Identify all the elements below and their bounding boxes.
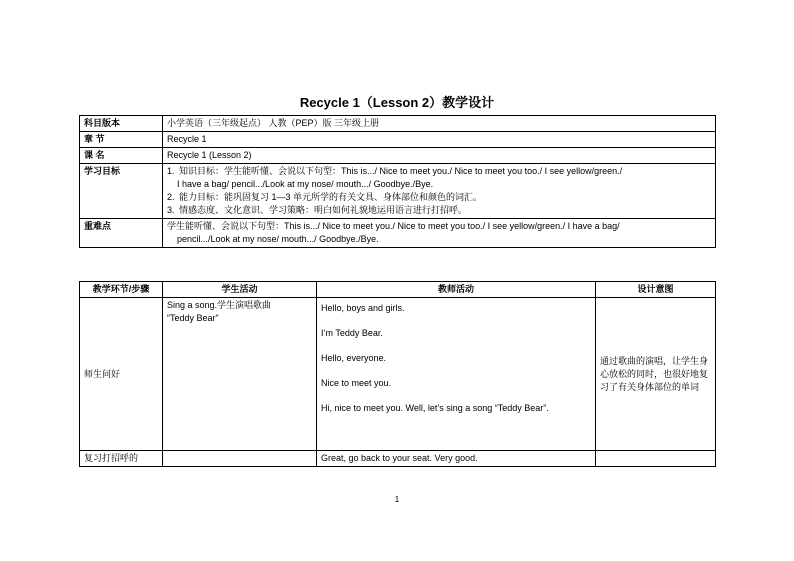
objective-item	[167, 204, 711, 217]
value-lesson: Recycle 1 (Lesson 2)	[163, 148, 716, 164]
objective-number: 1.	[167, 166, 175, 176]
design-intent-text: 通过歌曲的演唱，让学生身心放松的同时，也很好地复习了有关身体部位的单词	[596, 298, 716, 451]
objective-number: 2.	[167, 192, 175, 202]
objective-number: 3.	[167, 205, 175, 215]
label-subject-version: 科目版本	[80, 116, 163, 132]
page-number: 1	[394, 495, 400, 504]
label-lesson: 课 名	[80, 148, 163, 164]
header-step: 教学环节/步骤	[80, 282, 163, 298]
student-activity-text: Sing a song.学生演唱歌曲	[167, 300, 272, 310]
label-objectives: 学习目标	[80, 164, 163, 219]
objective-text: 知识目标：学生能听懂、会说以下句型：This is.../ Nice to meet you./ Nice to meet you too./ I see yellow/green./	[179, 166, 623, 176]
page-title: Recycle 1（Lesson 2）教学设计	[299, 95, 495, 110]
student-activity-cell	[163, 451, 317, 467]
step-name: 师生问好	[80, 298, 163, 451]
header-student-activity: 学生活动	[163, 282, 317, 298]
objectives-cell	[163, 164, 716, 219]
header-teacher-activity: 教师活动	[317, 282, 596, 298]
teacher-line: Great, go back to your seat. Very good.	[317, 451, 596, 467]
table-row	[80, 132, 716, 148]
table-row	[80, 164, 716, 219]
student-activity-text-continued: “Teddy Bear”	[167, 313, 219, 323]
teacher-line: Nice to meet you.	[321, 378, 392, 388]
step-name: 复习打招呼的	[80, 451, 163, 467]
label-chapter: 章 节	[80, 132, 163, 148]
objective-item	[167, 165, 711, 178]
objective-text: 能力目标：能巩固复习 1—3 单元所学的有关文具、身体部位和颜色的词汇。	[179, 192, 483, 202]
teacher-line: Hello, boys and girls.	[321, 303, 405, 313]
value-subject-version: 小学英语（三年级起点） 人教（PEP）版 三年级上册	[163, 116, 716, 132]
key-points-text-continued: pencil.../Look at my nose/ mouth.../ Goodbye./Bye.	[177, 234, 379, 244]
info-table	[79, 115, 716, 248]
teacher-line: Hi, nice to meet you. Well, let’s sing a song “Teddy Bear”.	[321, 403, 549, 413]
objective-item	[167, 191, 711, 204]
table-row	[80, 298, 716, 451]
teacher-line: I’m Teddy Bear.	[321, 328, 383, 338]
key-points-text: 学生能听懂、会说以下句型：This is.../ Nice to meet you./ Nice to meet you too./ I see yellow/green./ I have a bag/	[167, 221, 620, 231]
table-header-row	[80, 282, 716, 298]
teacher-line: Hello, everyone.	[321, 353, 387, 363]
table-row	[80, 219, 716, 248]
student-activity-cell	[163, 298, 317, 451]
objective-text-continued: I have a bag/ pencil.../Look at my nose/ mouth.../ Goodbye./Bye.	[177, 179, 434, 189]
objective-text: 情感态度、文化意识、学习策略：明白如何礼貌地运用语言进行打招呼。	[179, 205, 468, 215]
design-intent-cell	[596, 451, 716, 467]
table-row	[80, 451, 716, 467]
table-row	[80, 148, 716, 164]
key-points-cell	[163, 219, 716, 248]
teaching-steps-table	[79, 281, 716, 467]
table-row	[80, 116, 716, 132]
header-design-intent: 设计意图	[596, 282, 716, 298]
value-chapter: Recycle 1	[163, 132, 716, 148]
label-key-points: 重难点	[80, 219, 163, 248]
teacher-activity-cell	[317, 298, 596, 451]
